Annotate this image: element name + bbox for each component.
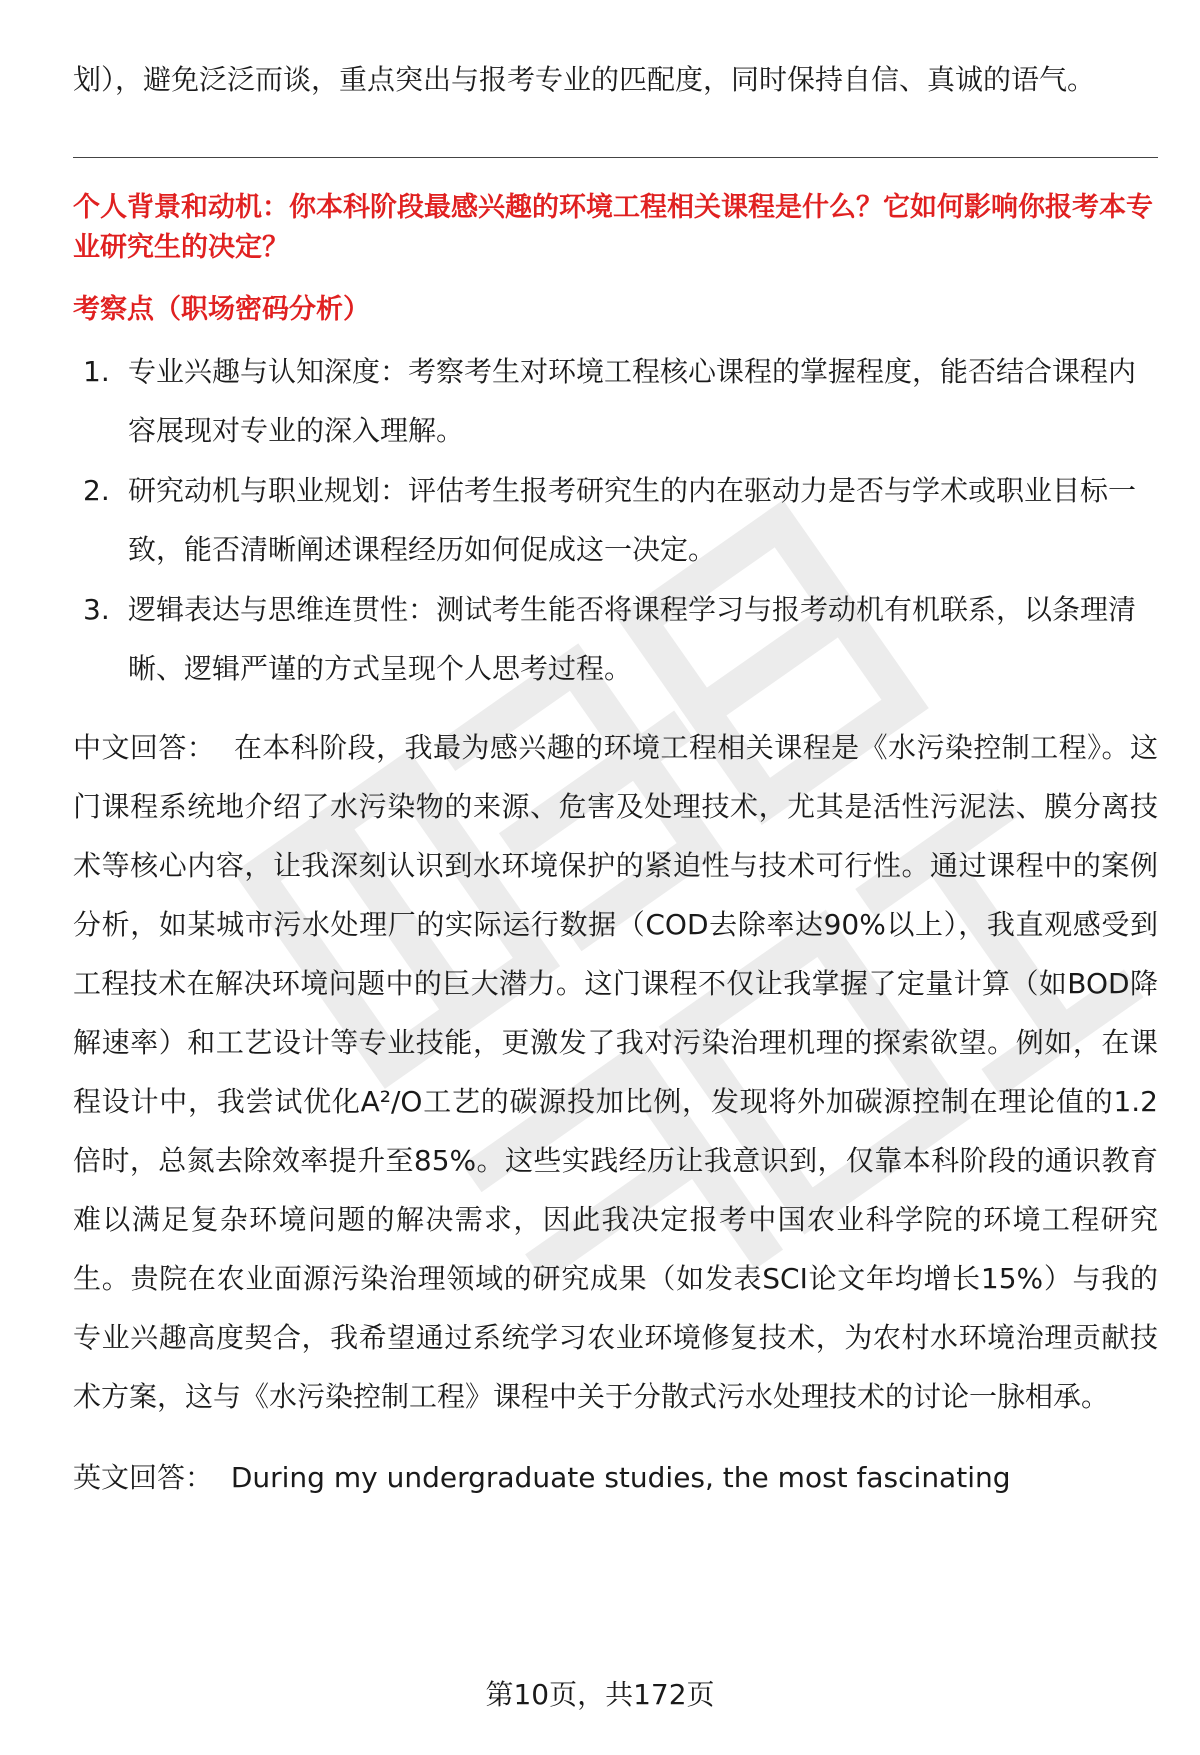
question-heading: 个人背景和动机：你本科阶段最感兴趣的环境工程相关课程是什么？它如何影响你报考本专业研究生的决定？: [73, 192, 1153, 263]
list-item-text: 研究动机与职业规划：评估考生报考研究生的内在驱动力是否与学术或职业目标一致，能否清晰阐述课程经历如何促成这一决定。: [128, 474, 1137, 566]
chinese-answer-label: 中文回答：: [73, 731, 216, 764]
page-footer: 第10页，共172页: [485, 1678, 715, 1711]
list-item: [73, 342, 1158, 460]
list-item: [73, 580, 1158, 698]
list-item: [73, 461, 1158, 579]
list-item-number: 2.: [83, 474, 110, 507]
top-paragraph: 划），避免泛泛而谈，重点突出与报考专业的匹配度，同时保持自信、真诚的语气。: [73, 63, 1096, 96]
list-item-number: 3.: [83, 593, 110, 626]
list-item-number: 1.: [83, 355, 110, 388]
english-answer-label: 英文回答：: [73, 1461, 214, 1494]
section-divider: [73, 157, 1158, 158]
english-answer-text: During my undergraduate studies, the most fascinating: [230, 1461, 1011, 1494]
chinese-answer: [73, 718, 1158, 1426]
english-answer: [73, 1448, 1158, 1507]
main-content: [73, 50, 1158, 1507]
list-item-text: 专业兴趣与认知深度：考察考生对环境工程核心课程的掌握程度，能否结合课程内容展现对专业的深入理解。: [128, 355, 1137, 447]
list-item-text: 逻辑表达与思维连贯性：测试考生能否将课程学习与报考动机有机联系，以条理清晰、逻辑严谨的方式呈现个人思考过程。: [128, 593, 1137, 685]
chinese-answer-text: 在本科阶段，我最为感兴趣的环境工程相关课程是《水污染控制工程》。这门课程系统地介绍了水污染物的来源、危害及处理技术，尤其是活性污泥法、膜分离技术等核心内容，让我深刻认识到水环境保护的紧迫性与技术可行性。通过课程中的案例分析，如某城市污水处理厂的实际运行数据（COD去除率达90%以上），我直观感受到工程技术在解决环境问题中的巨大潜力。这门课程不仅让我掌握了定量计算（如BOD降解速率）和工艺设计等专业技能，更激发了我对污染治理机理的探索欲望。例如，在课程设计中，我尝试优化A²/O工艺的碳源投加比例，发现将外加碳源控制在理论值的1.2倍时，总氮去除效率提升至85%。这些实践经历让我意识到，仅靠本科阶段的通识教育难以满足复杂环境问题的解决需求，因此我决定报考中国农业科学院的环境工程研究生。贵院在农业面源污染治理领域的研究成果（如发表SCI论文年均增长15%）与我的专业兴趣高度契合，我希望通过系统学习农业环境修复技术，为农村水环境治理贡献技术方案，这与《水污染控制工程》课程中关于分散式污水处理技术的讨论一脉相承。: [73, 731, 1158, 1413]
assessment-points-list: [73, 342, 1158, 698]
assessment-points-title: 考察点（职场密码分析）: [73, 294, 370, 325]
